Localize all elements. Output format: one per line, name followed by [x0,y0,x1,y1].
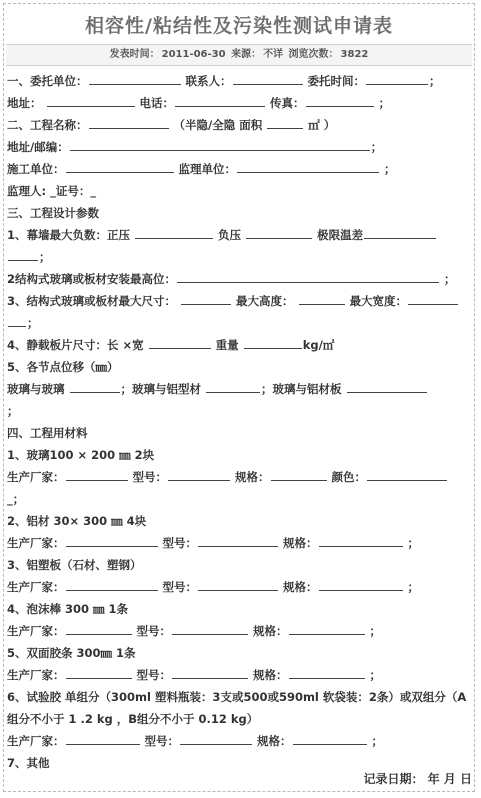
glass-spec-line [7,466,474,488]
manufacturer-label: 生产厂家： [7,580,65,594]
aluminum-manufacturer-blank[interactable] [66,532,158,547]
foam-model-blank[interactable] [172,620,248,635]
source-value: 不详 [263,49,284,60]
glazing-type-label: （半隐/全隐 面积 [173,118,263,132]
manufacturer-label: 生产厂家： [7,624,65,638]
negative-pressure-blank[interactable] [246,224,312,239]
materials-heading: 四、工程用材料 [7,426,88,440]
line-end: ； [378,96,391,110]
line-end: ； [444,272,456,286]
max-size-line [7,290,474,312]
publish-meta-bar [6,44,472,66]
material-composite-line [7,554,474,576]
aluminum-spec-blank[interactable] [319,532,403,547]
material-tape-line [7,642,474,664]
glass-to-glass-label: 玻璃与玻璃 [7,382,65,396]
temperature-diff-blank-cont[interactable] [8,246,38,261]
spec-label: 规格： [283,580,318,594]
max-width-blank[interactable] [408,290,458,305]
material-sealant-label: 6、试验胶 单组分（300ml 塑料瓶装：3支或500或590ml 软袋装：2条）或双组分（A [7,690,467,704]
material-tape-label: 5、双面胶条 300㎜ 1条 [7,646,136,660]
weight-unit: kg/㎡ [302,338,335,352]
commission-time-label: 委托时间： [307,74,366,88]
aluminum-model-blank[interactable] [198,532,278,547]
max-width-label: 最大宽度： [349,294,408,308]
client-unit-label: 一、委托单位： [7,74,88,88]
address-label: 地址： [7,96,42,110]
node-displacement-line [7,356,474,378]
commission-time-blank[interactable] [366,70,428,85]
foam-manufacturer-blank[interactable] [66,620,132,635]
glass-to-profile-blank[interactable] [206,378,260,393]
model-label: 型号： [136,668,172,682]
foam-spec-blank[interactable] [289,620,365,635]
negative-pressure-label: 负压 [218,228,242,242]
spec-label: 规格： [257,734,292,748]
displacement-values-cont [7,400,474,422]
line-end: ； [369,668,382,682]
supervisor-line [7,180,474,202]
project-name-line [7,114,474,136]
max-size-label: 3、结构式玻璃或板材最大尺寸： [7,294,176,308]
material-composite-label: 3、铝塑板（石材、塑钢） [7,558,142,572]
material-aluminum-label: 2、铝材 30× 300 ㎜ 4块 [7,514,147,528]
line-end: ； [407,536,420,550]
views-value: 3822 [340,49,369,60]
address-line [7,92,474,114]
spec-label: 规格： [253,668,288,682]
line-end: ； [370,140,383,154]
model-label: 型号： [144,734,180,748]
supervision-unit-label: 监理单位： [178,162,237,176]
panel-size-blank[interactable] [149,334,211,349]
address-blank[interactable] [47,92,135,107]
material-sealant-cont [7,708,474,730]
glass-color-blank[interactable] [367,466,447,481]
material-glass-line [7,444,474,466]
publish-date: 2011-06-30 [161,49,226,60]
record-date: 记录日期： 年 月 日 [363,772,472,786]
line-end: _； [7,492,25,506]
sealant-spec-line [7,730,474,752]
line-end: ； [407,580,420,594]
curtain-wall-load-line [7,224,474,246]
client-unit-line [7,70,474,92]
page-title: 相容性/粘结性及污染性测试申请表 [85,15,393,37]
address-postcode-label: 地址/邮编： [7,140,69,154]
material-foam-rod-label: 4、泡沫棒 300 ㎜ 1条 [7,602,129,616]
project-name-blank[interactable] [89,114,169,129]
tape-spec-line [7,664,474,686]
views-label: 浏览次数： [288,49,339,60]
material-sealant-line [7,686,474,708]
model-label: 型号： [132,470,168,484]
publish-label: 发表时间： [109,49,160,60]
glass-to-panel-label: ；玻璃与铝材板 [261,382,342,396]
manufacturer-label: 生产厂家： [7,470,65,484]
material-glass-label: 1、玻璃100 × 200 ㎜ 2块 [7,448,155,462]
project-name-label: 二、工程名称： [7,118,88,132]
temperature-diff-label: 极限温差 [317,228,364,242]
install-height-label: 2结构式玻璃或板材安装最高位： [7,272,176,286]
tape-spec-blank[interactable] [289,664,365,679]
spec-label: 规格： [253,624,288,638]
positive-pressure-blank[interactable] [135,224,213,239]
line-end: ； [369,624,382,638]
weight-blank[interactable] [244,334,302,349]
line-end: ； [384,162,396,176]
section-materials [7,422,474,444]
construction-unit-line [7,158,474,180]
manufacturer-label: 生产厂家： [7,734,65,748]
spec-label: 规格： [283,536,318,550]
composite-manufacturer-blank[interactable] [66,576,158,591]
construction-unit-label: 施工单位： [7,162,65,176]
install-height-blank[interactable] [177,268,439,283]
curtain-wall-load-cont [7,246,474,268]
line-end: ； [371,734,384,748]
phone-label: 电话： [139,96,175,110]
supervisor-label: 监理人: _证号：_ [7,184,97,198]
static-load-line [7,334,474,356]
glass-spec-blank[interactable] [271,466,327,481]
glass-manufacturer-blank[interactable] [66,466,128,481]
line-end: ； [7,404,19,418]
line-end: ； [27,316,39,330]
fax-blank[interactable] [306,92,374,107]
sealant-manufacturer-blank[interactable] [66,730,140,745]
model-label: 型号： [162,536,198,550]
contact-blank[interactable] [233,70,303,85]
section-design-params [7,202,474,224]
weight-label: 重量 [215,338,239,352]
install-height-line [7,268,474,290]
fax-label: 传真： [270,96,305,110]
other-label: 7、其他 [7,756,50,770]
displacement-values-line [7,378,474,400]
max-height-blank[interactable] [299,290,345,305]
tape-manufacturer-blank[interactable] [66,664,132,679]
max-width-blank-cont[interactable] [8,312,26,327]
manufacturer-label: 生产厂家： [7,536,65,550]
manufacturer-label: 生产厂家： [7,668,65,682]
construction-unit-blank[interactable] [66,158,174,173]
area-unit: ㎡ ） [308,118,336,132]
form-body [7,70,474,774]
composite-spec-line [7,576,474,598]
node-displacement-label: 5、各节点位移（㎜） [7,360,119,374]
composite-spec-blank[interactable] [319,576,403,591]
composite-model-blank[interactable] [198,576,278,591]
spec-label: 规格： [235,470,270,484]
source-label: 来源： [231,49,262,60]
supervision-unit-blank[interactable] [237,158,379,173]
max-load-label: 1、幕墙最大负数：正压 [7,228,131,242]
application-form-page [3,3,475,792]
max-size-blank[interactable] [181,290,231,305]
sealant-spec-blank[interactable] [293,730,367,745]
max-height-label: 最大高度： [236,294,294,308]
static-load-label: 4、静载板片尺寸：长 ×宽 [7,338,144,352]
glass-to-profile-label: ；玻璃与铝型材 [120,382,202,396]
glass-to-glass-blank[interactable] [70,378,120,393]
phone-blank[interactable] [175,92,265,107]
design-params-heading: 三、工程设计参数 [7,206,99,220]
glass-model-blank[interactable] [168,466,230,481]
foam-rod-spec-line [7,620,474,642]
line-end: ； [39,250,51,264]
material-sealant-label-cont: 组分不小于 1 .2 kg ，B组分不小于 0.12 kg） [7,712,259,726]
max-size-cont [7,312,474,334]
material-aluminum-line [7,510,474,532]
color-label: 颜色： [331,470,367,484]
contact-label: 联系人： [185,74,232,88]
client-unit-blank[interactable] [89,70,181,85]
address-postcode-blank[interactable] [70,136,370,151]
area-blank[interactable] [267,114,303,129]
address-postcode-line [7,136,474,158]
sealant-model-blank[interactable] [180,730,252,745]
model-label: 型号： [162,580,198,594]
glass-spec-cont [7,488,474,510]
temperature-diff-blank[interactable] [364,224,436,239]
tape-model-blank[interactable] [172,664,248,679]
aluminum-spec-line [7,532,474,554]
line-end: ； [429,74,441,88]
model-label: 型号： [136,624,172,638]
glass-to-panel-blank[interactable] [347,378,427,393]
material-foam-rod-line [7,598,474,620]
